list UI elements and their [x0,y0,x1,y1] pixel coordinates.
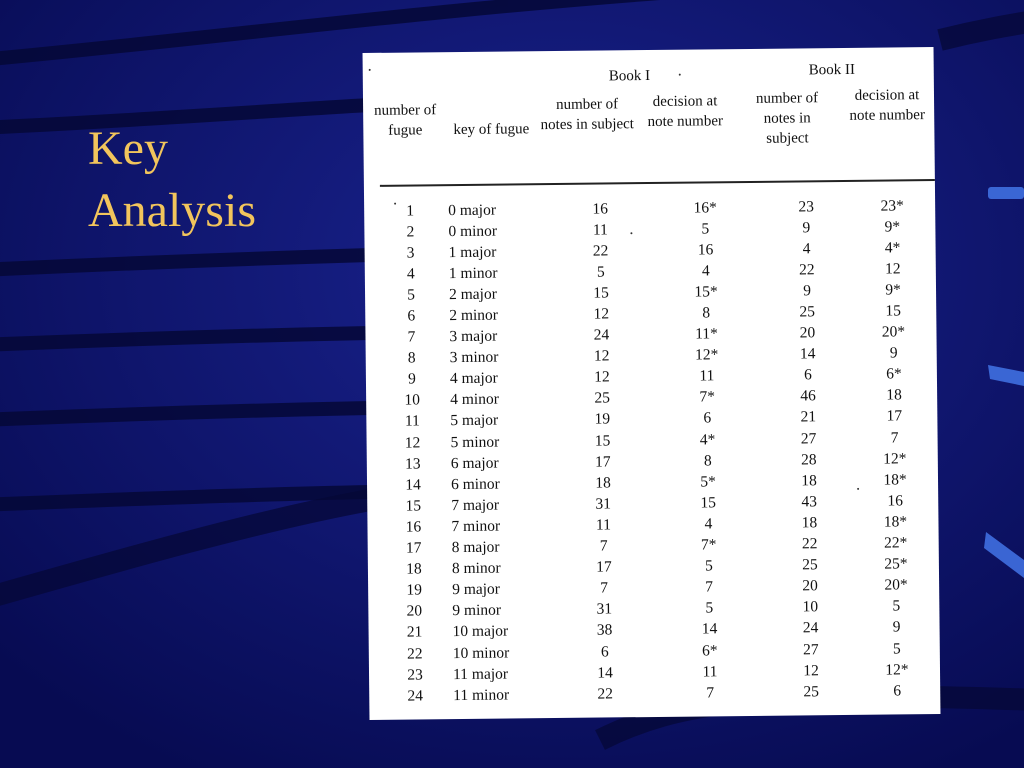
book1-decision-cell: 7* [700,536,717,554]
title-line-1: Key [88,122,168,175]
book2-notes-cell: 10 [802,598,819,616]
book1-decision-cell: 8 [703,452,712,470]
book2-decision-cell: 6 [893,682,902,700]
book2-notes-cell: 24 [802,619,819,637]
fugue-number-cell: 4 [406,265,415,283]
book1-decision-cell: 16* [693,198,717,217]
fugue-key-cell: 0 minor [448,222,498,240]
fugue-number-cell: 20 [406,602,423,620]
fugue-number-cell: 7 [407,328,416,346]
fugue-number-cell: 5 [407,286,416,304]
book2-notes-cell: 46 [800,387,816,405]
book1-decision-cell: 12* [694,346,719,364]
book2-decision-cell: 20* [884,576,908,594]
book1-notes-cell: 14 [597,664,613,682]
fugue-number-cell: 14 [405,476,421,494]
book2-decision-cell: 5 [892,639,901,658]
fugue-number-cell: 19 [406,581,422,599]
book2-decision-cell: 22* [883,534,908,552]
book2-decision-cell: 5 [892,597,901,615]
book2-notes-cell: 18 [801,514,818,532]
header-book2-notes: number of notes in subject [755,90,819,147]
book1-decision-cell: 15* [694,283,718,301]
slide-title [88,118,256,242]
book2-notes-cell: 20 [802,577,818,595]
book1-notes-cell: 17 [596,558,612,576]
header-key-of-fugue: key of fugue [453,121,530,139]
fugue-key-cell: 3 minor [449,348,499,367]
book2-decision-cell: 4* [884,239,901,257]
book1-decision-cell: 14 [701,620,718,638]
fugue-key-cell: 9 minor [452,601,502,620]
book1-decision-cell: 4 [704,515,713,533]
fugue-key-cell: 2 minor [449,306,499,325]
fugue-number-cell: 23 [407,666,423,684]
scanned-table-image [363,47,941,720]
fugue-number-cell: 16 [405,518,422,536]
fugue-key-cell: 4 minor [450,390,499,409]
book1-notes-cell: 6 [600,642,609,661]
fugue-number-cell: 24 [407,687,424,705]
book1-notes-cell: 15 [594,432,611,450]
book2-notes-cell: 14 [799,345,816,363]
book2-decision-cell: 16 [887,492,904,510]
book1-notes-cell: 7 [599,537,608,555]
book1-notes-cell: 25 [594,389,610,407]
fugue-key-cell: 8 major [451,538,500,557]
book2-label: Book II [808,61,856,79]
book2-decision-cell: 25* [884,555,908,573]
book1-notes-cell: 22 [592,242,609,260]
fugue-key-cell: 1 major [448,243,497,261]
book1-notes-cell: 11 [592,221,608,239]
title-line-2: Analysis [88,184,256,237]
book1-decision-cell: 5 [705,599,714,617]
header-book1-decision: decision at note number [647,93,724,131]
book1-notes-cell: 22 [597,685,614,703]
book1-notes-cell: 5 [596,263,605,281]
book1-notes-cell: 15 [593,284,609,302]
fugue-number-cell: 2 [406,223,415,241]
book2-notes-cell: 25 [803,682,820,701]
book2-decision-cell: 9* [885,281,901,299]
header-book2-decision: decision at note number [849,87,925,124]
fugue-key-cell: 5 minor [450,433,500,451]
book1-decision-cell: 7 [706,684,715,702]
book2-notes-cell: 20 [799,324,816,342]
scan-speck [630,232,632,234]
book1-label: Book I [608,67,651,85]
book2-decision-cell: 18* [883,471,907,489]
fugue-key-cell: 7 minor [451,517,501,536]
book1-notes-cell: 24 [593,326,610,344]
book1-notes-cell: 16 [592,199,609,218]
header-book1-notes: number of notes in subject [540,96,635,134]
book2-decision-cell: 17 [886,407,903,426]
fugue-table [372,195,937,707]
book2-decision-cell: 18 [886,386,902,404]
book1-decision-cell: 5* [700,473,716,491]
book1-decision-cell: 16 [697,241,714,259]
book2-notes-cell: 25 [799,303,816,321]
fugue-key-cell: 7 major [451,496,500,514]
book1-decision-cell: 15 [700,494,717,512]
scan-speck [857,488,859,490]
book2-notes-cell: 43 [801,493,818,511]
header-number-of-fugue: number of fugue [373,102,437,139]
book2-decision-cell: 23* [880,196,904,215]
book1-notes-cell: 11 [595,516,612,534]
book1-decision-cell: 5 [701,220,710,238]
book1-decision-cell: 11 [699,367,715,385]
book2-notes-cell: 9 [803,282,812,300]
book2-decision-cell: 6* [886,365,902,383]
book2-decision-cell: 20* [881,323,906,341]
fugue-number-cell: 11 [404,412,420,431]
header-rule [380,179,935,187]
book1-decision-cell: 11 [702,662,718,681]
scan-speck [394,203,396,205]
fugue-number-cell: 9 [407,370,416,388]
fugue-key-cell: 3 major [449,327,498,346]
book1-decision-cell: 6 [703,409,712,427]
fugue-number-cell: 1 [406,202,415,220]
book2-decision-cell: 9* [884,218,901,236]
fugue-number-cell: 22 [406,644,423,663]
book2-decision-cell: 12 [884,260,901,278]
fugue-number-cell: 13 [404,455,421,473]
book1-decision-cell: 11* [695,325,718,343]
fugue-key-cell: 4 major [449,369,498,388]
fugue-key-cell: 8 minor [451,559,501,578]
book1-decision-cell: 8 [702,304,711,322]
book2-notes-cell: 18 [801,472,817,490]
fugue-key-cell: 2 major [448,285,497,304]
book1-notes-cell: 12 [594,368,610,386]
fugue-key-cell: 11 minor [453,686,510,704]
scan-speck [369,69,371,71]
table-row [377,680,937,707]
book1-notes-cell: 18 [595,474,611,492]
book2-notes-cell: 22 [801,535,818,553]
book2-notes-cell: 28 [800,450,817,469]
book2-notes-cell: 4 [802,240,811,258]
fugue-key-cell: 0 major [448,201,497,219]
fugue-key-cell: 10 major [452,622,509,641]
book2-notes-cell: 25 [802,556,818,574]
book1-decision-cell: 7* [699,388,715,406]
book2-decision-cell: 18* [883,513,908,531]
book1-notes-cell: 12 [593,347,610,365]
book2-notes-cell: 12 [803,661,819,680]
book2-notes-cell: 6 [803,366,812,384]
book1-notes-cell: 17 [594,453,611,471]
book1-decision-cell: 4* [699,430,716,449]
book2-notes-cell: 23 [798,197,814,215]
book1-notes-cell: 7 [600,579,609,597]
fugue-key-cell: 1 minor [448,264,498,282]
fugue-key-cell: 6 major [450,454,499,472]
fugue-key-cell: 5 major [450,412,499,430]
book2-notes-cell: 9 [802,218,811,237]
fugue-key-cell: 10 minor [452,644,510,662]
fugue-number-cell: 21 [406,623,423,641]
book1-notes-cell: 31 [596,600,613,618]
book1-decision-cell: 6* [701,641,718,660]
book2-decision-cell: 12* [883,450,907,468]
fugue-number-cell: 6 [407,307,416,325]
book1-decision-cell: 4 [701,262,710,280]
book2-decision-cell: 9 [889,344,898,362]
fugue-number-cell: 17 [405,539,422,557]
book1-decision-cell: 5 [704,557,713,575]
book1-notes-cell: 38 [596,621,613,640]
fugue-number-cell: 10 [404,391,421,409]
book1-notes-cell: 12 [593,305,610,323]
book1-notes-cell: 31 [595,495,612,513]
fugue-number-cell: 3 [406,244,415,262]
fugue-key-cell: 6 minor [450,475,500,493]
fugue-key-cell: 11 major [452,665,509,683]
book1-notes-cell: 19 [594,410,611,429]
fugue-key-cell: 9 major [452,580,501,599]
fugue-number-cell: 12 [404,434,421,452]
fugue-number-cell: 18 [406,560,422,578]
fugue-number-cell: 15 [405,497,422,515]
book2-notes-cell: 22 [798,261,815,279]
book2-notes-cell: 27 [802,640,819,658]
book2-decision-cell: 15 [885,302,902,320]
book2-decision-cell: 9 [892,618,901,636]
book2-decision-cell: 12* [885,660,909,679]
book1-decision-cell: 7 [705,578,714,596]
scan-speck [679,74,681,76]
book2-notes-cell: 21 [800,408,817,426]
book2-decision-cell: 7 [890,428,899,447]
book2-notes-cell: 27 [800,429,817,448]
fugue-number-cell: 8 [407,349,416,367]
